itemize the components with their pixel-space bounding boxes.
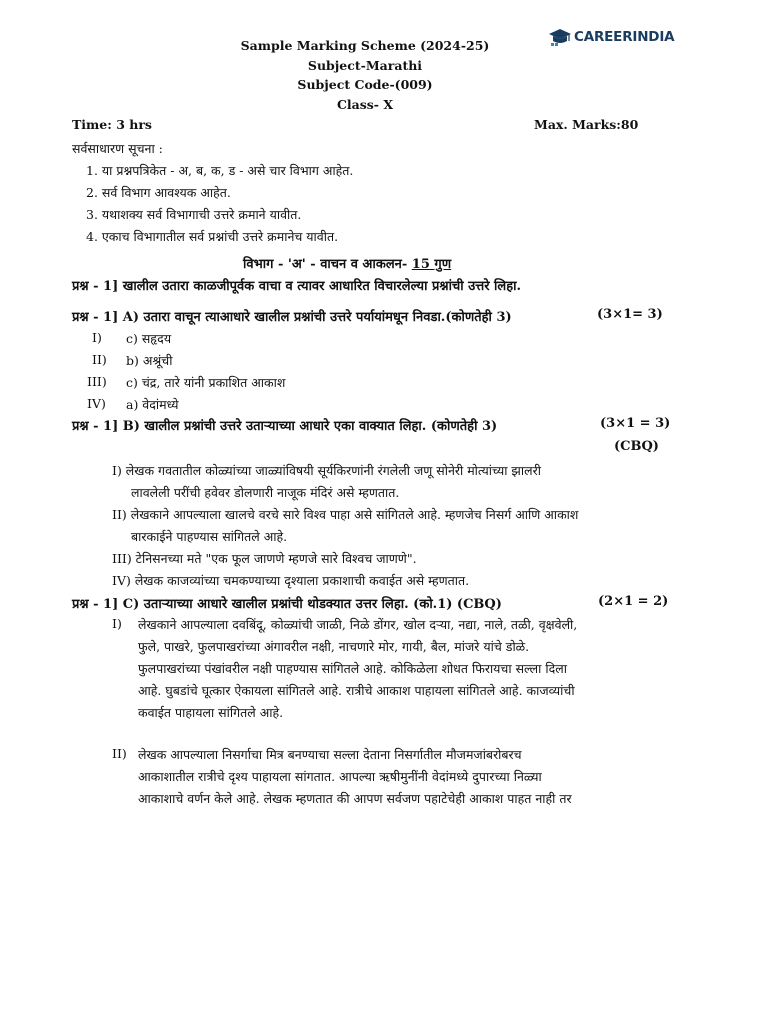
answer-line: बारकाईने पाहण्यास सांगितले आहे. [131,529,288,544]
max-marks-label: Max. Marks:80 [534,117,639,132]
document-title: Sample Marking Scheme (2024-25) [240,38,490,53]
answer-line: आकाशाचे वर्णन केले आहे. लेखक म्हणतात की आपण सर्वजण पहाटेचेही आकाश पाहत नाही तर [138,791,572,806]
cbq-tag: (CBQ) [614,439,659,454]
section-label: विभाग - 'अ' - वाचन व आकलन- [243,257,408,272]
answer-line: फुले, पाखरे, फुलपाखरांच्या अंगावरील नक्षी, नाचणारे मोर, गायी, बैल, मांजरे यांचे डोळे. [138,639,530,654]
answer-number: I) [92,330,102,345]
answer-number: II) [92,352,107,367]
answer-line: II) लेखकाने आपल्याला खालचे वरचे सारे विश्व पाहा असे सांगितले आहे. म्हणजेच निसर्ग आणि आकाश [112,507,579,522]
time-label: Time: 3 hrs [72,117,152,132]
answer-line: आकाशातील रात्रीचे दृश्य पाहायला सांगतात. आपल्या ऋषीमुनींनी वेदांमध्ये दुपारच्या निळ्या [138,769,542,784]
answer-line: IV) लेखक काजव्यांच्या चमकण्याच्या दृश्याला प्रकाशाची कवाईत असे म्हणतात. [112,573,470,588]
question-1c: प्रश्न - 1] C) उताऱ्याच्या आधारे खालील प्रश्नांची थोडक्यात उत्तर लिहा. (को.1) (CBQ) [72,597,502,612]
answer-line: कवाईत पाहायला सांगितले आहे. [138,705,284,720]
question-1b: प्रश्न - 1] B) खालील प्रश्नांची उत्तरे उताऱ्याच्या आधारे एका वाक्यात लिहा. (कोणतेही 3) [72,419,498,434]
answer-text: a) वेदांमध्ये [126,397,179,412]
answer-text: c) चंद्र, तारे यांनी प्रकाशित आकाश [126,375,286,390]
answer-number: I) [112,616,122,631]
instruction-item: 3. यथाशक्य सर्व विभागाची उत्तरे क्रमाने यावीत. [86,207,302,222]
class-line: Class- X [336,97,394,112]
question-1b-marks: (3×1 = 3) [600,416,671,431]
answer-text: c) सहृदय [126,331,172,346]
answer-line: लावलेली परींची हवेवर डोलणारी नाजूक मंदिरं असे म्हणतात. [131,485,400,500]
instruction-item: 4. एकाच विभागातील सर्व प्रश्नांची उत्तरे क्रमानेच यावीत. [86,229,339,244]
answer-line: लेखकाने आपल्याला दवबिंदू, कोळ्यांची जाळी, निळे डोंगर, खोल दऱ्या, नद्या, नाले, तळी, वृक्षवेली, [138,617,578,632]
instruction-item: 2. सर्व विभाग आवश्यक आहेत. [86,185,231,200]
logo-text: CAREERINDIA [574,29,675,45]
question-1: प्रश्न - 1] खालील उतारा काळजीपूर्वक वाचा व त्यावर आधारित विचारलेल्या प्रश्नांची उत्तरे लिहा. [72,279,522,294]
answer-number: III) [87,374,107,389]
answer-number: II) [112,746,127,761]
answer-line: I) लेखक गवतातील कोळ्यांच्या जाळ्यांविषयी सूर्यकिरणांनी रंगलेली जणू सोनेरी मोत्यांच्या झालरी [112,463,541,478]
answer-line: फुलपाखरांच्या पंखांवरील नक्षी पाहण्यास सांगितले आहे. कोकिळेला शोधत फिरायचा सल्ला दिला [138,661,567,676]
answer-line: आहे. घुबडांचे घूत्कार ऐकायला सांगितले आहे. रात्रीचे आकाश पाहायला सांगितले आहे. काजव्यांची [138,683,575,698]
answer-line: III) टेनिसनच्या मते "एक फूल जाणणे म्हणजे सारे विश्वच जाणणे". [112,551,417,566]
answer-text: b) अश्रूंची [126,353,173,368]
question-1c-marks: (2×1 = 2) [598,594,669,609]
instructions-heading: सर्वसाधारण सूचना : [72,141,163,156]
section-marks: 15 गुण [411,257,452,272]
instruction-item: 1. या प्रश्नपत्रिकेत - अ, ब, क, ड - असे चार विभाग आहेत. [86,163,354,178]
question-1a: प्रश्न - 1] A) उतारा वाचून त्याआधारे खालील प्रश्नांची उत्तरे पर्यायांमधून निवडा.(कोणतेही 3) [72,310,512,325]
answer-line: लेखक आपल्याला निसर्गाचा मित्र बनण्याचा सल्ला देताना निसर्गातील मौजमजांबरोबरच [138,747,522,762]
answer-number: IV) [87,396,106,411]
subject-code: Subject Code-(009) [297,77,433,92]
subject-line: Subject-Marathi [307,58,423,73]
section-heading [243,254,451,272]
question-1a-marks: (3×1= 3) [597,307,663,322]
